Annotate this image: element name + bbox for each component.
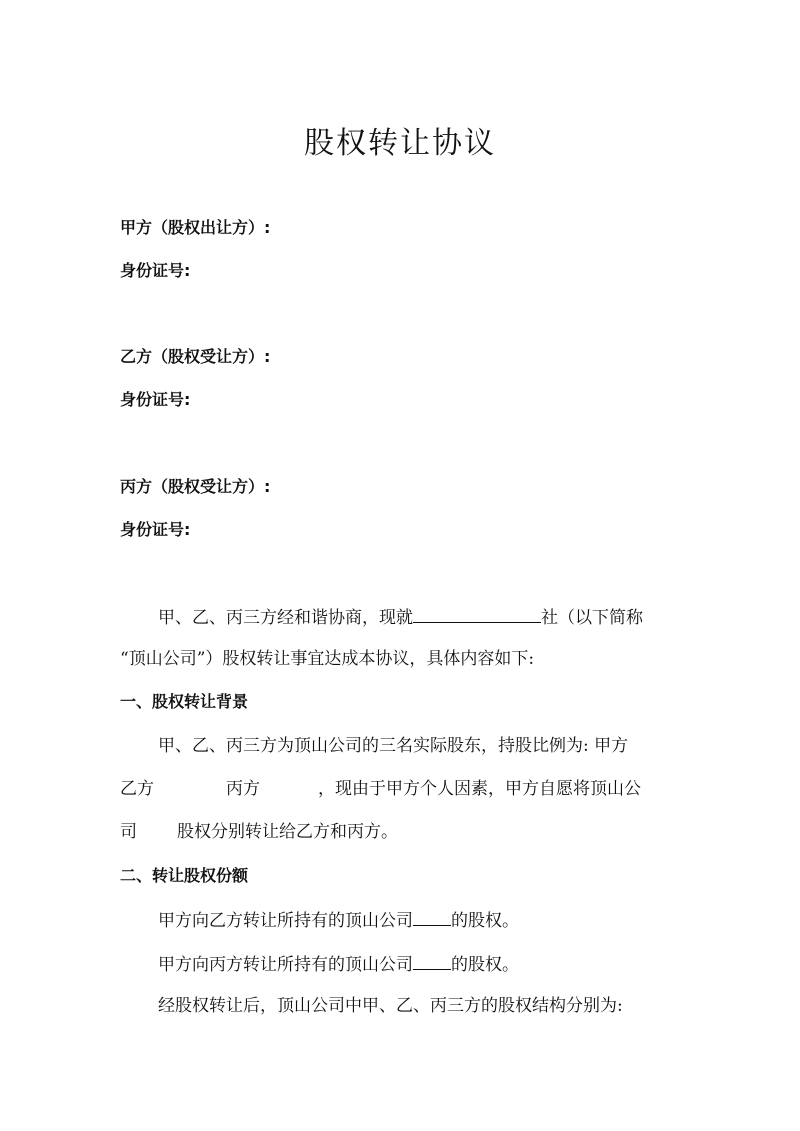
section1-line1: 甲、乙、丙三方为顶山公司的三名实际股东，持股比例为: 甲方 <box>158 736 629 756</box>
section1-line3-a: 司 <box>120 822 137 842</box>
section2-line1-a: 甲方向乙方转让所持有的顶山公司 <box>158 911 413 931</box>
section1-line3 <box>120 820 398 844</box>
party-c-transfer-blank[interactable] <box>413 951 451 970</box>
section1-line3-b: 股权分别转让给乙方和丙方。 <box>177 822 398 842</box>
party-b-label: 乙方（股权受让方）: <box>120 347 271 366</box>
party-b-id-label: 身份证号: <box>120 390 191 409</box>
section2-line1-b: 的股权。 <box>451 911 519 931</box>
intro-paragraph-line1 <box>158 604 643 630</box>
intro-text-b: 社（以下简称 <box>541 608 643 628</box>
section1-heading: 一、股权转让背景 <box>120 692 249 711</box>
intro-paragraph-line2: “顶山公司”）股权转让事宜达成本协议，具体内容如下: <box>120 649 535 669</box>
section1-line2-rest: ，现由于甲方个人因素，甲方自愿将顶山公 <box>318 779 641 799</box>
party-c-share-label: 丙方 <box>226 779 260 799</box>
section2-line2-a: 甲方向丙方转让所持有的顶山公司 <box>158 955 413 975</box>
section1-line2 <box>120 777 641 801</box>
section2-line2-b: 的股权。 <box>451 955 519 975</box>
party-b-share-label: 乙方 <box>120 779 154 799</box>
party-c-id-label: 身份证号: <box>120 520 191 539</box>
section2-heading: 二、转让股权份额 <box>120 866 249 885</box>
section2-line2 <box>158 951 519 977</box>
section2-line3: 经股权转让后，顶山公司中甲、乙、丙三方的股权结构分别为: <box>158 996 623 1016</box>
party-a-label: 甲方（股权出让方）: <box>120 218 271 237</box>
section2-line1 <box>158 907 519 933</box>
document-title: 股权转让协议 <box>304 126 496 161</box>
party-b-transfer-blank[interactable] <box>413 907 451 926</box>
party-a-id-label: 身份证号: <box>120 261 191 280</box>
company-name-blank[interactable] <box>413 604 541 623</box>
party-c-label: 丙方（股权受让方）: <box>120 477 271 496</box>
intro-text-a: 甲、乙、丙三方经和谐协商，现就 <box>158 608 413 628</box>
